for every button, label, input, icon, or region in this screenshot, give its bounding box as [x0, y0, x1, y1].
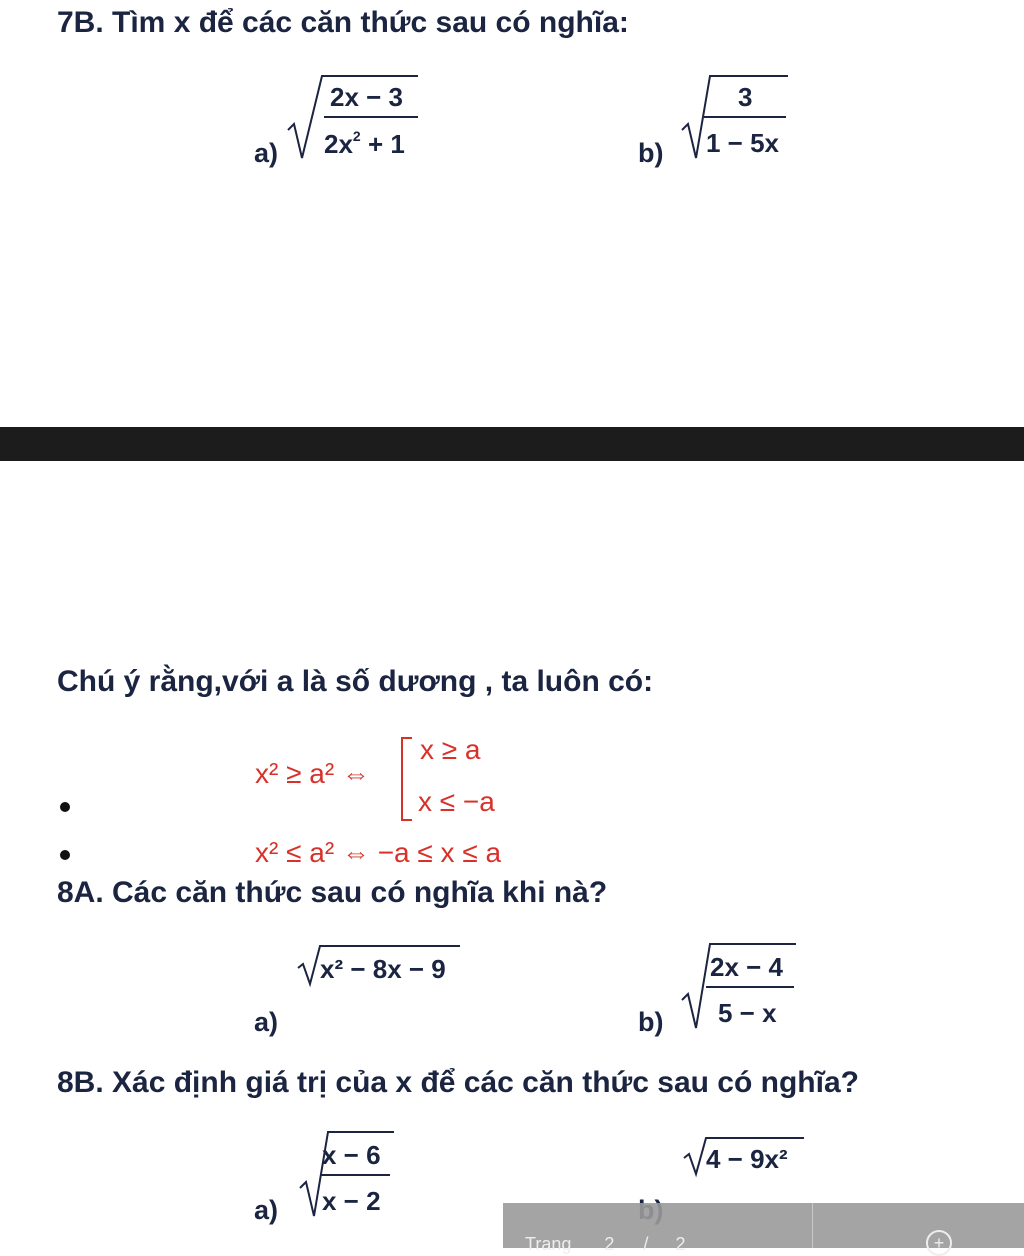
page-word: Trang	[525, 1234, 572, 1254]
ex7b-a-label: a)	[254, 138, 279, 168]
ex7b-a-denominator: $2x^2 + 1$	[324, 128, 405, 159]
fraction-bar	[320, 1174, 390, 1176]
exercise-7b-title: 7B. Tìm x để các căn thức sau có nghĩa:	[57, 6, 629, 39]
plus-circle-icon[interactable]: +	[926, 1230, 952, 1256]
ex8b-a-label: a)	[254, 1195, 279, 1225]
page-indicator[interactable]	[525, 1234, 685, 1255]
ex8b-b-expression: 4 − 9x²	[706, 1144, 788, 1174]
rule1-left: x² ≥ a² ⇔	[255, 758, 370, 789]
ex7b-a-numerator: 2x − 3	[330, 82, 404, 112]
page-separator: /	[643, 1234, 649, 1254]
ex8b-a-denominator: x − 2	[322, 1186, 381, 1216]
fraction-bar	[324, 116, 418, 118]
page-current: 2	[604, 1234, 615, 1254]
ex8a-a-expression: x² − 8x − 9	[320, 954, 446, 984]
exercise-8b-title: 8B. Xác định giá trị của x để các căn thức sau có nghĩa?	[57, 1066, 859, 1099]
bullet-point	[60, 802, 70, 812]
exercise-8a-title: 8A. Các căn thức sau có nghĩa khi nà?	[57, 876, 608, 909]
ex8a-b-numerator: 2x − 4	[710, 952, 784, 982]
page-separator-bar	[0, 427, 1024, 461]
ex7b-b-label: b)	[638, 138, 664, 168]
fraction-bar	[704, 116, 786, 118]
fraction-bar	[706, 986, 794, 988]
ex7b-b-numerator: 3	[738, 82, 753, 112]
rule1-case2: x ≤ −a	[418, 786, 495, 817]
ex8b-a-numerator: x − 6	[322, 1140, 381, 1170]
toolbar-divider	[812, 1203, 813, 1248]
rule2: x² ≤ a² ⇔ −a ≤ x ≤ a	[255, 837, 502, 868]
case-bracket-icon	[400, 736, 414, 822]
ex7b-b-denominator: 1 − 5x	[706, 128, 780, 158]
ex8a-a-label: a)	[254, 1007, 279, 1037]
rule1-case1: x ≥ a	[420, 734, 481, 765]
note-title: Chú ý rằng,với a là số dương , ta luôn có:	[57, 665, 654, 698]
page-total: 2	[675, 1234, 686, 1254]
bullet-point	[60, 850, 70, 860]
ex8a-b-label: b)	[638, 1007, 664, 1037]
ex8a-b-denominator: 5 − x	[718, 998, 777, 1028]
